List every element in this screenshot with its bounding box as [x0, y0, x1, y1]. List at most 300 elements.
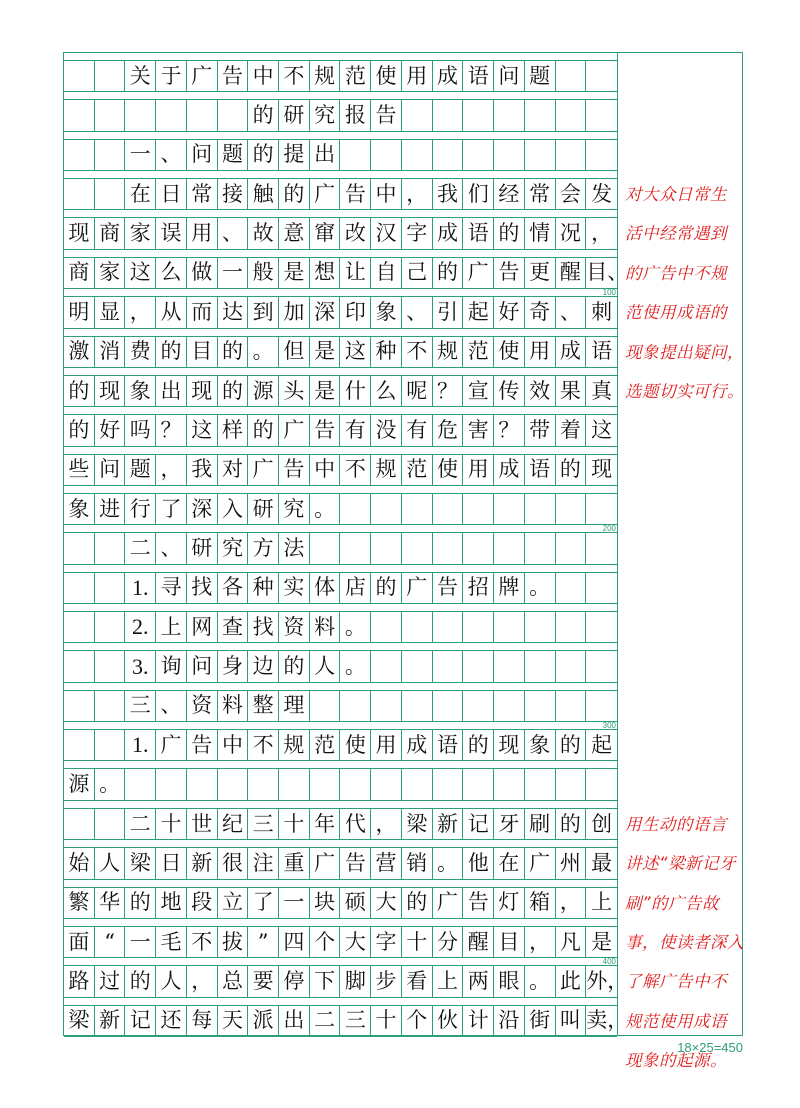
grid-cell: 个	[402, 1006, 433, 1036]
row-cells	[64, 1006, 629, 1037]
grid-cell	[95, 61, 126, 91]
grid-cell: 日	[156, 179, 187, 209]
grid-row	[64, 368, 617, 407]
comment-line: 的广告中不规	[625, 263, 727, 283]
grid-cell	[586, 612, 617, 642]
comment-line: 活中经常遇到	[625, 224, 727, 244]
grid-cell: 起	[463, 297, 494, 327]
grid-cell: 招	[463, 573, 494, 603]
grid-cell	[433, 651, 464, 681]
grid-cell: ，	[525, 927, 556, 957]
grid-cell	[95, 533, 126, 563]
grid-cell: 不	[402, 337, 433, 367]
grid-cell: 规	[433, 337, 464, 367]
grid-cell: 广	[156, 730, 187, 760]
grid-cell: 的	[218, 337, 249, 367]
grid-cell: 停	[279, 966, 310, 996]
grid-cell	[187, 769, 218, 799]
grid-cell: 十	[371, 1006, 402, 1036]
grid-cell: 找	[187, 573, 218, 603]
grid-cell: 这	[125, 258, 156, 288]
grid-row	[64, 643, 617, 682]
grid-cell: 一	[218, 258, 249, 288]
grid-cell: 广	[310, 848, 341, 878]
grid-row	[64, 761, 617, 800]
grid-cell: 要	[248, 966, 279, 996]
word-count-marker: 100	[602, 288, 616, 298]
grid-cell: 3.	[125, 651, 156, 681]
grid-cell	[95, 809, 126, 839]
grid-cell	[525, 533, 556, 563]
grid-cell: 一	[125, 140, 156, 170]
grid-cell: 代	[340, 809, 371, 839]
grid-cell: 新	[95, 1006, 126, 1036]
grid-cell: 步	[371, 966, 402, 996]
grid-cell: 消	[95, 337, 126, 367]
grid-row	[64, 683, 617, 722]
comment-line: 用生动的语言	[625, 814, 727, 834]
grid-cell: 到	[248, 297, 279, 327]
comment-line: 对大众日常生	[625, 185, 727, 205]
grid-cell: 注	[248, 848, 279, 878]
grid-cell	[433, 769, 464, 799]
grid-row	[64, 132, 617, 171]
grid-cell: 醒	[556, 258, 587, 288]
grid-cell: 上	[156, 612, 187, 642]
grid-cell: 边	[248, 651, 279, 681]
grid-cell: 现	[494, 730, 525, 760]
grid-cell: 告	[310, 415, 341, 445]
grid-cell: 告	[371, 100, 402, 130]
grid-cell: 么	[371, 376, 402, 406]
grid-cell: 世	[187, 809, 218, 839]
grid-cell: 街	[525, 1006, 556, 1036]
grid-cell	[310, 769, 341, 799]
grid-cell	[371, 494, 402, 524]
grid-cell	[95, 730, 126, 760]
word-count-marker: 400	[602, 957, 616, 967]
grid-cell: 二	[125, 533, 156, 563]
grid-cell: 大	[340, 927, 371, 957]
grid-cell	[64, 100, 95, 130]
grid-row	[64, 722, 617, 761]
grid-cell: 、	[218, 218, 249, 248]
grid-cell	[525, 612, 556, 642]
grid-cell: 深	[187, 494, 218, 524]
grid-cell: 每	[187, 1006, 218, 1036]
grid-cell	[586, 100, 617, 130]
comment-line: 规范使用成语	[625, 1011, 727, 1031]
grid-cell	[494, 533, 525, 563]
grid-cell: 三	[125, 691, 156, 721]
grid-cell: 效	[525, 376, 556, 406]
grid-cell: 沿	[494, 1006, 525, 1036]
grid-cell: 梁	[402, 809, 433, 839]
grid-cell: 字	[402, 218, 433, 248]
grid-cell: 常	[525, 179, 556, 209]
grid-cell: 两	[463, 966, 494, 996]
grid-cell: 传	[494, 376, 525, 406]
grid-cell: 计	[463, 1006, 494, 1036]
grid-cell	[433, 612, 464, 642]
grid-cell: 常	[187, 179, 218, 209]
grid-cell: 出	[279, 1006, 310, 1036]
grid-cell: 研	[187, 533, 218, 563]
grid-cell: 刷	[525, 809, 556, 839]
row-cells	[64, 140, 617, 171]
grid-cell: 。	[248, 337, 279, 367]
grid-cell: 三	[340, 1006, 371, 1036]
grid-cell: 的	[64, 415, 95, 445]
grid-cell: 的	[248, 100, 279, 130]
grid-cell: 日	[156, 848, 187, 878]
row-gap	[64, 407, 617, 415]
grid-cell: 告	[463, 888, 494, 918]
grid-cell: 接	[218, 179, 249, 209]
comment-line: 了解广告中不	[625, 972, 727, 992]
grid-cell: 梁	[64, 1006, 95, 1036]
grid-cell: 网	[187, 612, 218, 642]
grid-cell: 使	[340, 730, 371, 760]
grid-cell: 更	[525, 258, 556, 288]
grid-cell: 问	[494, 61, 525, 91]
grid-cell: 害	[463, 415, 494, 445]
grid-cell: 硕	[340, 888, 371, 918]
grid-cell: ，	[125, 297, 156, 327]
grid-cell: 究	[279, 494, 310, 524]
grid-cell: 中	[248, 61, 279, 91]
grid-cell: 意	[279, 218, 310, 248]
row-gap	[64, 958, 617, 966]
grid-cell	[494, 140, 525, 170]
grid-cell	[64, 61, 95, 91]
grid-cell: 。	[95, 769, 126, 799]
grid-cell: 下	[310, 966, 341, 996]
grid-cell: 宣	[463, 376, 494, 406]
row-cells	[64, 494, 617, 525]
grid-cell: 理	[279, 691, 310, 721]
grid-cell: 种	[371, 337, 402, 367]
grid-row	[64, 604, 617, 643]
row-cells	[64, 258, 629, 289]
grid-row	[64, 998, 629, 1037]
grid-cell: 象	[125, 376, 156, 406]
grid-cell: 入	[218, 494, 249, 524]
grid-cell	[371, 612, 402, 642]
grid-cell	[586, 769, 617, 799]
grid-cell: 新	[433, 809, 464, 839]
grid-row	[64, 525, 617, 564]
grid-cell: 用	[187, 218, 218, 248]
grid-cell: 源	[248, 376, 279, 406]
row-gap	[64, 210, 617, 218]
grid-cell: 的	[156, 337, 187, 367]
grid-cell: 告	[494, 258, 525, 288]
grid-cell: 危	[433, 415, 464, 445]
teacher-comment	[625, 175, 744, 411]
grid-cell: 牌	[494, 573, 525, 603]
grid-cell: 法	[279, 533, 310, 563]
grid-cell: 语	[463, 61, 494, 91]
grid-cell: 、	[402, 297, 433, 327]
grid-cell: 这	[187, 415, 218, 445]
grid-cell: 十	[402, 927, 433, 957]
row-cells	[64, 612, 617, 643]
grid-cell: 但	[279, 337, 310, 367]
grid-cell: 种	[248, 573, 279, 603]
grid-cell: 吗	[125, 415, 156, 445]
grid-cell: 看	[402, 966, 433, 996]
grid-cell	[64, 651, 95, 681]
grid-cell	[494, 612, 525, 642]
grid-cell: 做	[187, 258, 218, 288]
grid-cell: 告	[218, 61, 249, 91]
grid-cell	[64, 612, 95, 642]
grid-cell: 料	[310, 612, 341, 642]
grid-cell: 家	[125, 218, 156, 248]
grid-cell: 人	[95, 848, 126, 878]
grid-cell: 询	[156, 651, 187, 681]
grid-cell: 总	[218, 966, 249, 996]
grid-cell	[556, 61, 587, 91]
row-gap	[64, 92, 617, 100]
row-gap	[64, 565, 617, 573]
grid-cell: 二	[310, 1006, 341, 1036]
grid-cell: 上	[591, 890, 613, 915]
grid-cell: 究	[310, 100, 341, 130]
grid-cell: 商	[64, 258, 95, 288]
grid-cell: 的	[556, 455, 587, 485]
grid-cell: 这	[591, 417, 613, 442]
grid-cell	[586, 533, 617, 563]
grid-cell	[371, 691, 402, 721]
grid-cell: 目	[494, 927, 525, 957]
grid-cell	[95, 179, 126, 209]
grid-cell: 的	[433, 258, 464, 288]
grid-cell: 段	[187, 888, 218, 918]
grid-cell: 汉	[371, 218, 402, 248]
grid-cell: 资	[279, 612, 310, 642]
grid-cell: 叫	[556, 1006, 587, 1036]
grid-cell: 告	[340, 848, 371, 878]
word-count-marker: 200	[602, 524, 616, 534]
grid-cell: 关	[125, 61, 156, 91]
grid-cell	[525, 100, 556, 130]
grid-cell: 己	[402, 258, 433, 288]
grid-cell: 的	[494, 218, 525, 248]
grid-cell: 年	[310, 809, 341, 839]
grid-cell: 用	[463, 455, 494, 485]
grid-cell: 经	[494, 179, 525, 209]
grid-cell	[556, 691, 587, 721]
grid-cell: 头	[279, 376, 310, 406]
grid-cell: 创	[591, 811, 613, 836]
row-cells	[64, 691, 617, 722]
grid-cell	[463, 100, 494, 130]
grid-cell: 十	[156, 809, 187, 839]
grid-cell: 带	[525, 415, 556, 445]
row-gap	[64, 171, 617, 179]
grid-cell: 语	[591, 339, 613, 364]
row-cells	[64, 376, 617, 407]
grid-cell: 眼	[494, 966, 525, 996]
grid-cell: 样	[218, 415, 249, 445]
grid-cell: 的	[125, 888, 156, 918]
grid-cell: ？	[433, 376, 464, 406]
grid-cell: 出	[310, 140, 341, 170]
grid-cell: 会	[556, 179, 587, 209]
grid-row	[64, 565, 617, 604]
grid-cell: 果	[556, 376, 587, 406]
grid-cell: 、	[156, 140, 187, 170]
grid-cell: 一	[279, 888, 310, 918]
row-gap	[64, 525, 617, 533]
grid-cell: 广	[279, 415, 310, 445]
grid-cell: 成	[402, 730, 433, 760]
grid-cell: 引	[433, 297, 464, 327]
grid-cell: 是	[310, 337, 341, 367]
row-cells	[64, 337, 617, 368]
grid-cell	[95, 651, 126, 681]
row-cells	[64, 769, 617, 800]
grid-cell	[64, 691, 95, 721]
grid-cell: 问	[187, 140, 218, 170]
grid-cell: 广	[248, 455, 279, 485]
grid-cell: 目	[187, 337, 218, 367]
grid-cell: 。	[525, 966, 556, 996]
grid-cell	[463, 140, 494, 170]
grid-cell: ”	[248, 927, 279, 957]
row-gap	[64, 447, 617, 455]
grid-cell: 好	[494, 297, 525, 327]
grid-cell: 题	[218, 140, 249, 170]
grid-cell: 使	[494, 337, 525, 367]
grid-cell: 外，	[586, 968, 629, 993]
grid-cell: 从	[156, 297, 187, 327]
grid-cell	[586, 494, 617, 524]
grid-cell: “	[95, 927, 126, 957]
grid-cell	[525, 769, 556, 799]
grid-cell: 成	[433, 61, 464, 91]
grid-cell: 不	[187, 927, 218, 957]
grid-cell: 2.	[125, 612, 156, 642]
grid-cell	[95, 691, 126, 721]
row-gap	[64, 643, 617, 651]
grid-cell: 些	[64, 455, 95, 485]
grid-row	[64, 801, 617, 840]
grid-cell: 营	[371, 848, 402, 878]
grid-cell: 寻	[156, 573, 187, 603]
grid-cell: 故	[248, 218, 279, 248]
row-gap	[64, 289, 617, 297]
grid-cell: 的	[279, 651, 310, 681]
row-cells	[64, 730, 617, 761]
grid-cell	[310, 691, 341, 721]
grid-cell	[463, 769, 494, 799]
grid-cell: 中	[371, 179, 402, 209]
grid-cell: 对	[218, 455, 249, 485]
grid-cell: 没	[371, 415, 402, 445]
grid-cell	[402, 651, 433, 681]
grid-cell	[494, 769, 525, 799]
grid-cell: 语	[463, 218, 494, 248]
grid-cell	[525, 140, 556, 170]
grid-cell: 地	[156, 888, 187, 918]
grid-cell	[586, 691, 617, 721]
grid-cell: 情	[525, 218, 556, 248]
grid-cell: 路	[64, 966, 95, 996]
grid-cell: 什	[340, 376, 371, 406]
grid-cell: 查	[218, 612, 249, 642]
grid-cell: 进	[95, 494, 126, 524]
row-gap	[64, 250, 617, 258]
grid-cell: 究	[218, 533, 249, 563]
grid-cell: 还	[156, 1006, 187, 1036]
grid-cell: 的	[125, 966, 156, 996]
grid-cell	[525, 651, 556, 681]
grid-row	[64, 289, 617, 328]
grid-cell	[586, 651, 617, 681]
grid-cell: 拔	[218, 927, 249, 957]
grid-cell: 象	[525, 730, 556, 760]
grid-cell: 在	[125, 179, 156, 209]
grid-cell: 是	[279, 258, 310, 288]
grid-cell	[463, 691, 494, 721]
grid-cell	[64, 140, 95, 170]
grid-cell	[463, 533, 494, 563]
grid-cell	[402, 691, 433, 721]
grid-cell: 自	[371, 258, 402, 288]
grid-cell: 。	[340, 612, 371, 642]
grid-cell: 的	[463, 730, 494, 760]
grid-cell: 告	[279, 455, 310, 485]
grid-cell: 州	[556, 848, 587, 878]
grid-cell	[95, 612, 126, 642]
grid-cell	[494, 691, 525, 721]
grid-cell: 么	[156, 258, 187, 288]
writing-grid	[64, 53, 629, 1035]
grid-cell	[340, 691, 371, 721]
grid-cell: 深	[310, 297, 341, 327]
grid-cell: 字	[371, 927, 402, 957]
grid-cell: 毛	[156, 927, 187, 957]
grid-cell	[340, 769, 371, 799]
grid-cell	[402, 494, 433, 524]
grid-cell: 的	[64, 376, 95, 406]
grid-cell: 告	[187, 730, 218, 760]
grid-cell: 的	[279, 179, 310, 209]
grid-cell: ？	[156, 415, 187, 445]
grid-cell: 报	[340, 100, 371, 130]
grid-cell: 语	[433, 730, 464, 760]
row-gap	[64, 53, 617, 61]
grid-cell	[433, 691, 464, 721]
grid-cell	[95, 100, 126, 130]
grid-cell: 繁	[64, 888, 95, 918]
grid-cell	[340, 140, 371, 170]
grid-cell: 上	[433, 966, 464, 996]
row-gap	[64, 329, 617, 337]
grid-cell	[556, 494, 587, 524]
row-gap	[64, 722, 617, 730]
grid-cell: ，	[591, 221, 613, 246]
grid-cell: 始	[64, 848, 95, 878]
grid-cell: 块	[310, 888, 341, 918]
grid-cell: 目、	[586, 260, 629, 285]
grid-row	[64, 880, 617, 919]
grid-cell: 规	[371, 455, 402, 485]
grid-cell: 了	[156, 494, 187, 524]
